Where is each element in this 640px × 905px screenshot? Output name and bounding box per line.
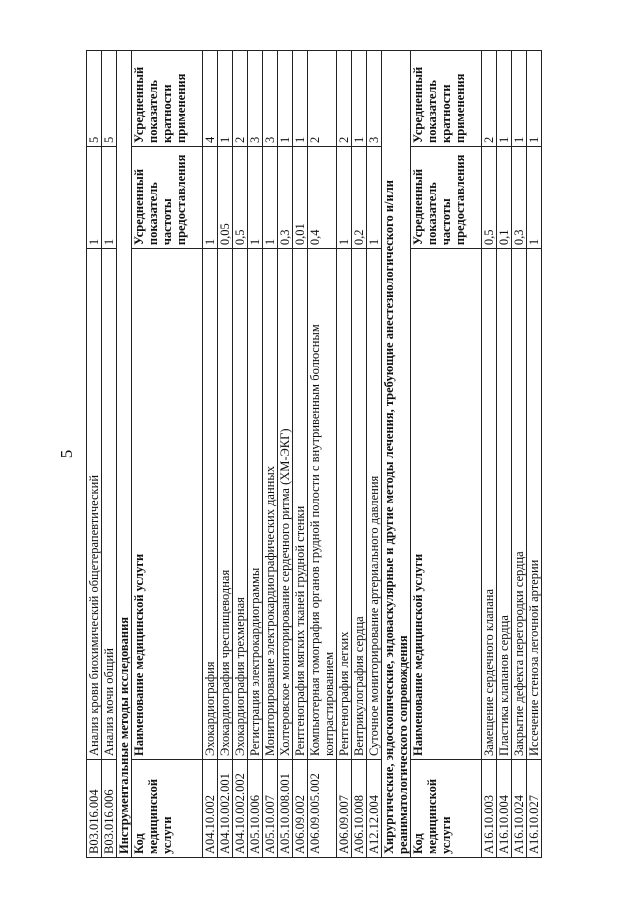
table-row [308,51,337,858]
service-code: A05.10.007 [263,760,278,858]
multiplicity-value: 2 [308,51,337,147]
service-code: A12.12.004 [367,760,382,858]
service-code: A06.09.002 [293,760,308,858]
frequency-value: 1 [102,146,117,248]
frequency-value: 1 [203,146,218,248]
table-row [263,51,278,858]
service-name: Суточное мониторирование артериального давления [367,249,382,760]
multiplicity-value: 5 [102,51,117,147]
service-name: Пластика клапанов сердца [497,249,512,760]
frequency-value: 0,5 [233,146,248,248]
multiplicity-value: 2 [233,51,248,147]
multiplicity-value: 2 [482,51,497,147]
service-code: A04.10.002.001 [218,760,233,858]
header-name: Наименование медицинской услуги [411,249,482,760]
frequency-value: 0,2 [352,146,367,248]
multiplicity-value: 3 [367,51,382,147]
multiplicity-value: 3 [248,51,263,147]
frequency-value: 0,05 [218,146,233,248]
section-title-row [382,51,411,858]
frequency-value: 1 [367,146,382,248]
table-row [497,51,512,858]
multiplicity-value: 2 [337,51,352,147]
table-row [337,51,352,858]
frequency-value: 1 [337,146,352,248]
service-name: Замещение сердечного клапана [482,249,497,760]
table-row [367,51,382,858]
table-row [278,51,293,858]
multiplicity-value: 1 [218,51,233,147]
multiplicity-value: 1 [527,51,542,147]
service-name: Рентгенография мягких тканей грудной стенки [293,249,308,760]
header-name: Наименование медицинской услуги [132,249,203,760]
service-name: Эхокардиография трехмерная [233,249,248,760]
service-name: Анализ крови биохимический общетерапевтический [87,249,102,760]
multiplicity-value: 3 [263,51,278,147]
frequency-value: 1 [248,146,263,248]
header-row [411,51,482,858]
table-row [352,51,367,858]
service-name: Анализ мочи общий [102,249,117,760]
section-title: Хирургические, эндоскопические, эндоваскулярные и другие методы лечения, требующие анестезиологического и/или реаниматологического сопровождения [382,51,411,858]
header-multiplicity: Усредненный показатель кратности применения [411,51,482,147]
service-code: A16.10.004 [497,760,512,858]
service-code: A05.10.006 [248,760,263,858]
header-frequency: Усредненный показатель частоты предоставления [132,146,203,248]
service-code: A06.09.007 [337,760,352,858]
header-row [132,51,203,858]
service-code: A05.10.008.001 [278,760,293,858]
table-row [233,51,248,858]
frequency-value: 0,4 [308,146,337,248]
service-name: Закрытие дефекта перегородки сердца [512,249,527,760]
table-row [218,51,233,858]
frequency-value: 0,3 [278,146,293,248]
service-name: Рентгенография легких [337,249,352,760]
table-row [527,51,542,858]
frequency-value: 0,01 [293,146,308,248]
table-row [293,51,308,858]
service-name: Вентрикулография сердца [352,249,367,760]
header-frequency: Усредненный показатель частоты предоставления [411,146,482,248]
frequency-value: 1 [87,146,102,248]
multiplicity-value: 1 [497,51,512,147]
frequency-value: 1 [263,146,278,248]
services-table [86,50,542,858]
service-code: B03.016.004 [87,760,102,858]
frequency-value: 0,1 [497,146,512,248]
header-code: Код медицинской услуги [132,760,203,858]
table-row [512,51,527,858]
rotated-page [58,50,610,858]
multiplicity-value: 5 [87,51,102,147]
frequency-value: 0,3 [512,146,527,248]
service-code: A04.10.002.002 [233,760,248,858]
service-name: Иссечение стеноза легочной артерии [527,249,542,760]
service-code: A04.10.002 [203,760,218,858]
service-code: A06.09.005.002 [308,760,337,858]
header-code: Код медицинской услуги [411,760,482,858]
frequency-value: 1 [527,146,542,248]
service-code: A16.10.027 [527,760,542,858]
service-name: Компьютерная томография органов грудной полости с внутривенным болюсным контрастированием [308,249,337,760]
section-title: Инструментальные методы исследования [117,51,132,858]
multiplicity-value: 1 [352,51,367,147]
service-name: Холтеровское мониторирование сердечного ритма (ХМ-ЭКГ) [278,249,293,760]
service-name: Мониторирование электрокардиографических данных [263,249,278,760]
table-row [102,51,117,858]
header-multiplicity: Усредненный показатель кратности применения [132,51,203,147]
multiplicity-value: 4 [203,51,218,147]
table-row [248,51,263,858]
service-code: A06.10.008 [352,760,367,858]
service-code: A16.10.003 [482,760,497,858]
table-row [203,51,218,858]
multiplicity-value: 1 [278,51,293,147]
service-code: B03.016.006 [102,760,117,858]
service-name: Эхокардиография [203,249,218,760]
frequency-value: 0,5 [482,146,497,248]
table-row [87,51,102,858]
multiplicity-value: 1 [293,51,308,147]
service-name: Эхокардиография чреспищеводная [218,249,233,760]
service-code: A16.10.024 [512,760,527,858]
service-name: Регистрация электрокардиограммы [248,249,263,760]
multiplicity-value: 1 [512,51,527,147]
page-number: 5 [57,449,76,459]
table-row [482,51,497,858]
section-title-row [117,51,132,858]
